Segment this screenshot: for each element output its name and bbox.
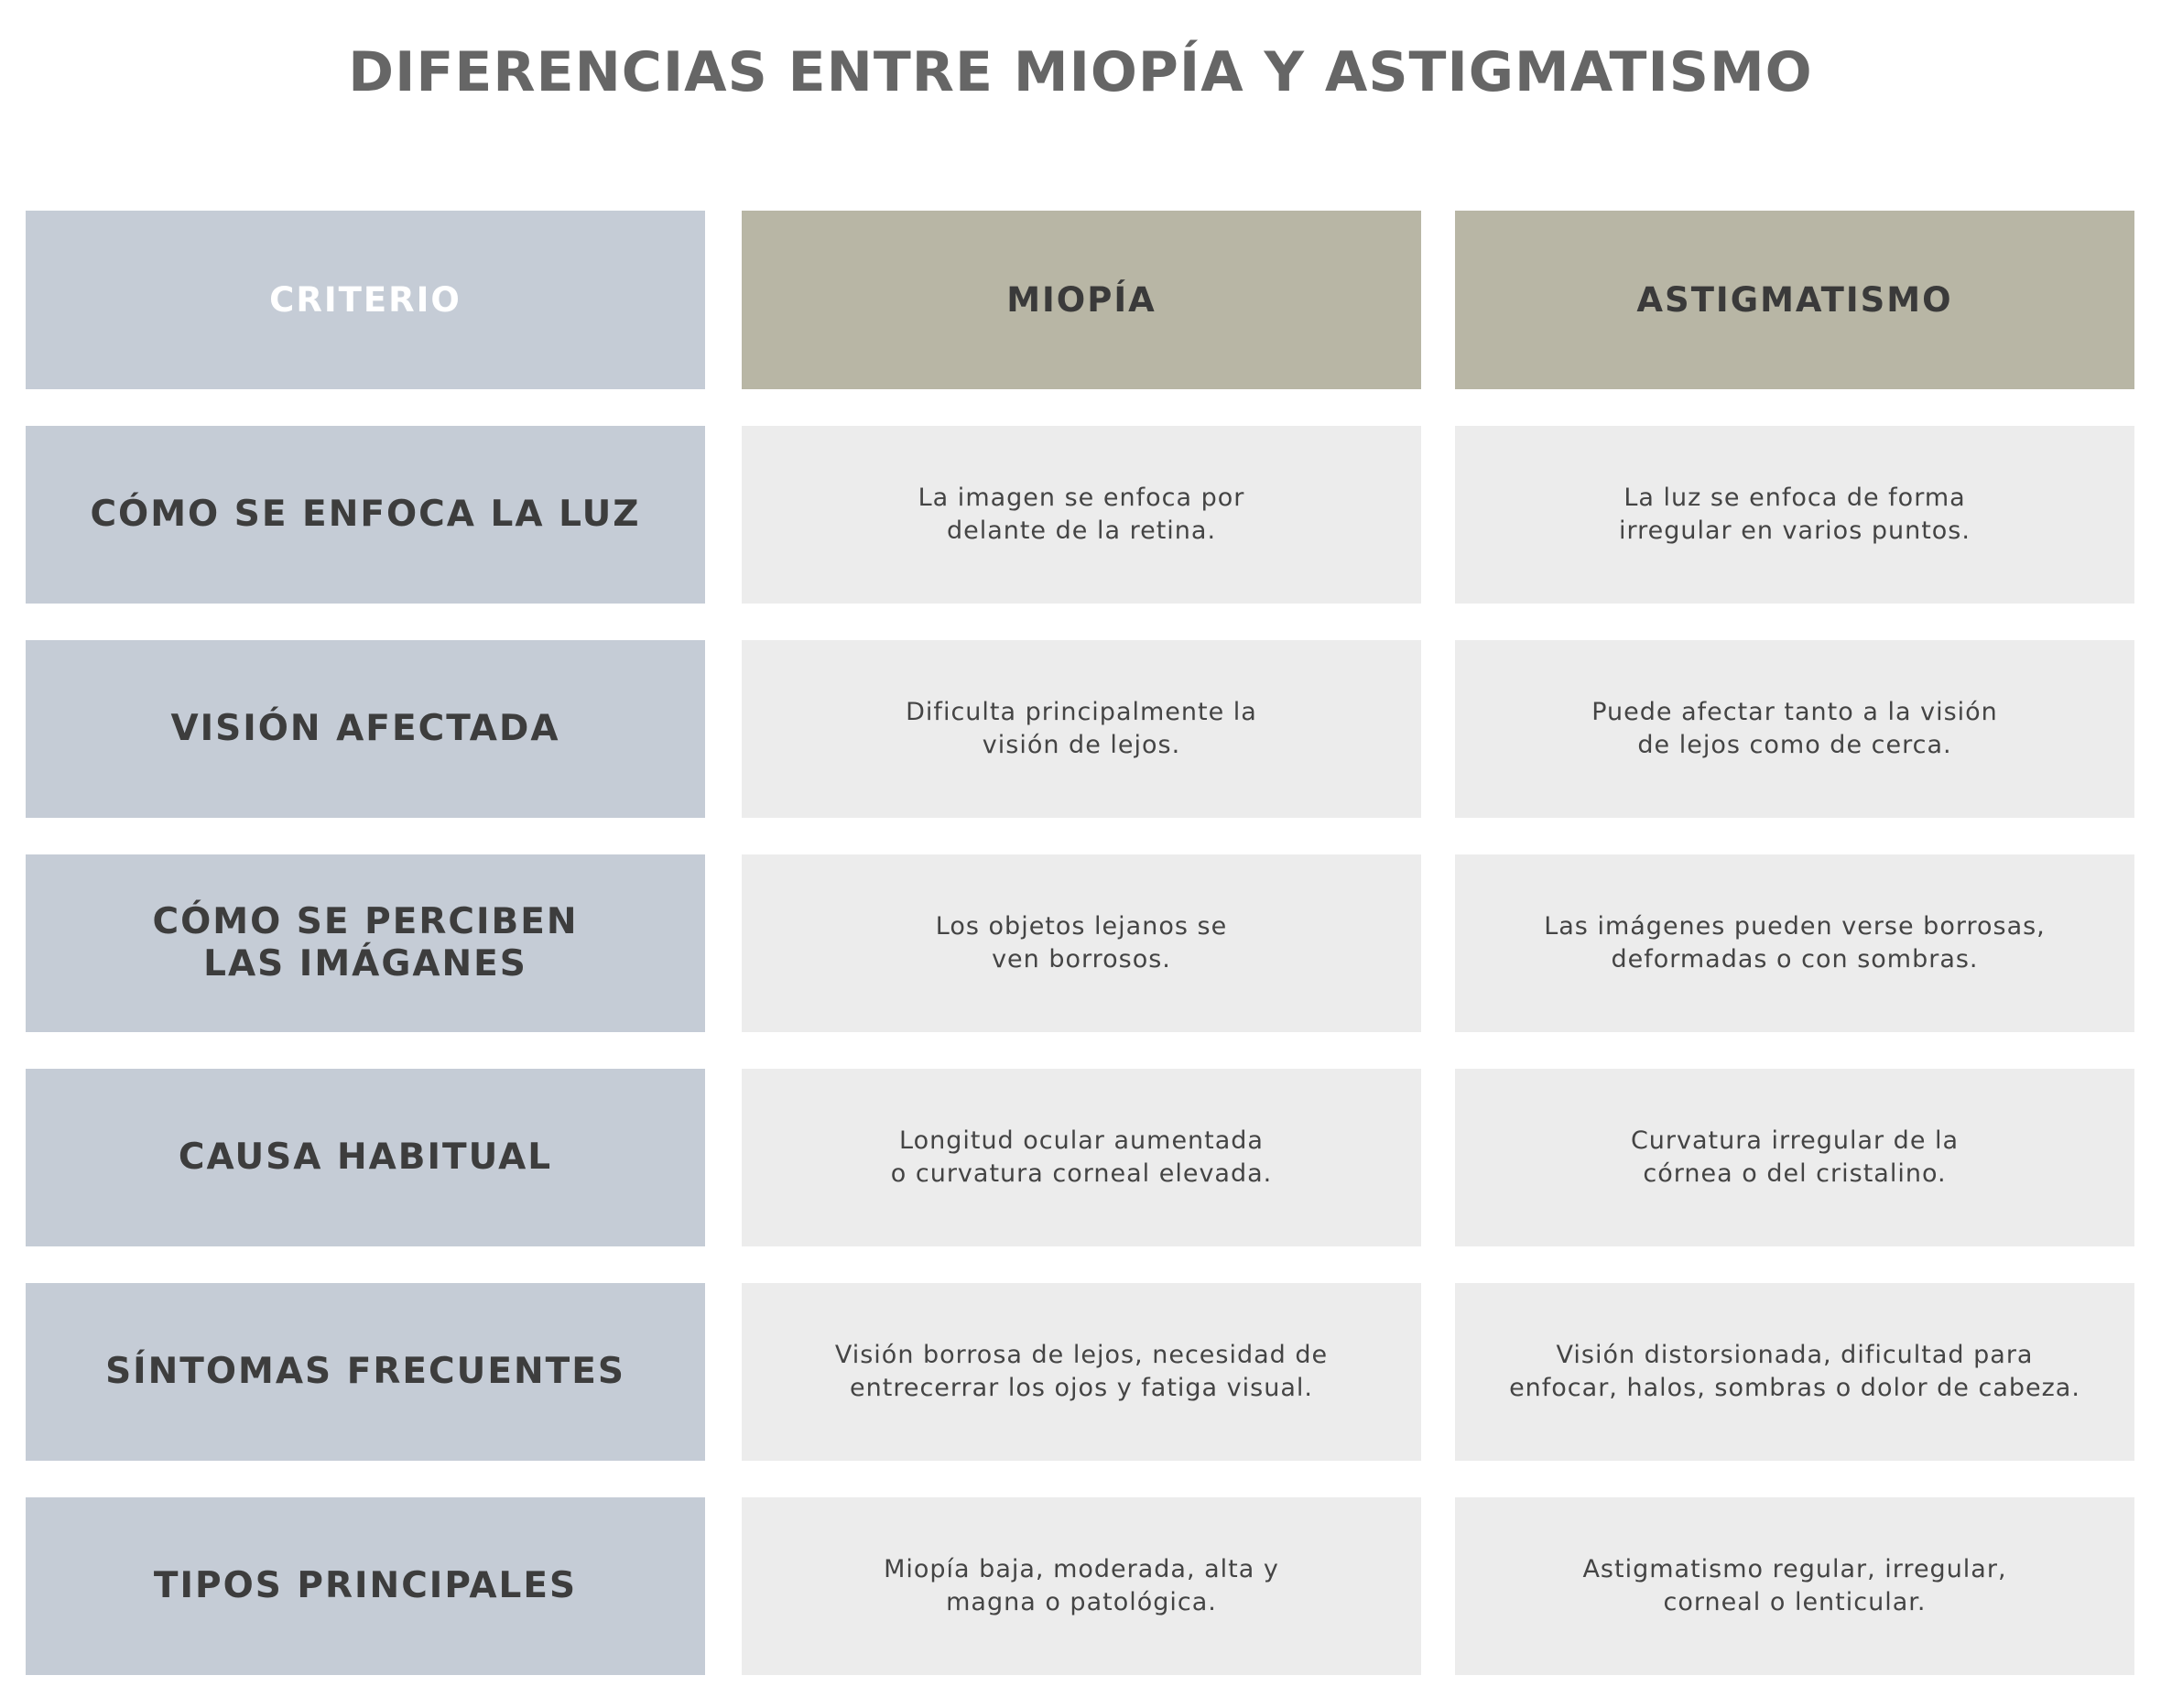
row-myopia-cell [742, 1069, 1421, 1246]
row-myopia-text: Miopía baja, moderada, alta y magna o patológica. [884, 1555, 1279, 1616]
row-astigmatism-text: Puede afectar tanto a la visión de lejos como de cerca. [1591, 698, 1998, 759]
row-astigmatism-text: Astigmatismo regular, irregular, corneal o lenticular. [1582, 1555, 2007, 1616]
row-myopia-cell [742, 1283, 1421, 1461]
row-astigmatism-text: La luz se enfoca de forma irregular en varios puntos. [1619, 484, 1971, 545]
header-criterion [26, 211, 705, 389]
row-myopia-cell [742, 1497, 1421, 1675]
header-criterion-label: CRITERIO [269, 280, 462, 320]
row-astigmatism-cell [1455, 426, 2134, 604]
row-criterion-label: VISIÓN AFECTADA [170, 708, 560, 749]
row-criterion-label: SÍNTOMAS FRECUENTES [105, 1351, 625, 1392]
row-myopia-text: La imagen se enfoca por delante de la retina. [918, 484, 1245, 545]
row-astigmatism-cell [1455, 1069, 2134, 1246]
row-myopia-text: Los objetos lejanos se ven borrosos. [935, 912, 1228, 974]
header-myopia [742, 211, 1421, 389]
row-criterion-label: CÓMO SE PERCIBEN LAS IMÁGANES [152, 901, 579, 985]
header-myopia-label: MIOPÍA [1006, 280, 1157, 320]
row-myopia-cell [742, 426, 1421, 604]
row-criterion-cell [26, 1497, 705, 1675]
row-myopia-text: Visión borrosa de lejos, necesidad de entrecerrar los ojos y fatiga visual. [834, 1341, 1329, 1402]
row-criterion-label: CAUSA HABITUAL [178, 1137, 553, 1178]
row-astigmatism-cell [1455, 1497, 2134, 1675]
header-astigmatism-label: ASTIGMATISMO [1636, 280, 1953, 320]
header-astigmatism [1455, 211, 2134, 389]
row-criterion-cell [26, 1069, 705, 1246]
row-astigmatism-text: Curvatura irregular de la córnea o del cristalino. [1630, 1126, 1960, 1188]
row-criterion-cell [26, 426, 705, 604]
row-myopia-cell [742, 854, 1421, 1032]
row-criterion-label: TIPOS PRINCIPALES [153, 1565, 578, 1606]
row-myopia-text: Dificulta principalmente la visión de lejos. [906, 698, 1257, 759]
row-myopia-cell [742, 640, 1421, 818]
row-myopia-text: Longitud ocular aumentada o curvatura corneal elevada. [890, 1126, 1273, 1188]
row-criterion-label: CÓMO SE ENFOCA LA LUZ [90, 494, 641, 535]
row-criterion-cell [26, 640, 705, 818]
row-astigmatism-cell [1455, 640, 2134, 818]
row-criterion-cell [26, 854, 705, 1032]
row-astigmatism-cell [1455, 1283, 2134, 1461]
page-title: DIFERENCIAS ENTRE MIOPÍA Y ASTIGMATISMO [348, 40, 1813, 104]
row-astigmatism-text: Las imágenes pueden verse borrosas, deformadas o con sombras. [1544, 912, 2046, 974]
row-criterion-cell [26, 1283, 705, 1461]
row-astigmatism-text: Visión distorsionada, dificultad para enfocar, halos, sombras o dolor de cabeza. [1509, 1341, 2080, 1402]
row-astigmatism-cell [1455, 854, 2134, 1032]
